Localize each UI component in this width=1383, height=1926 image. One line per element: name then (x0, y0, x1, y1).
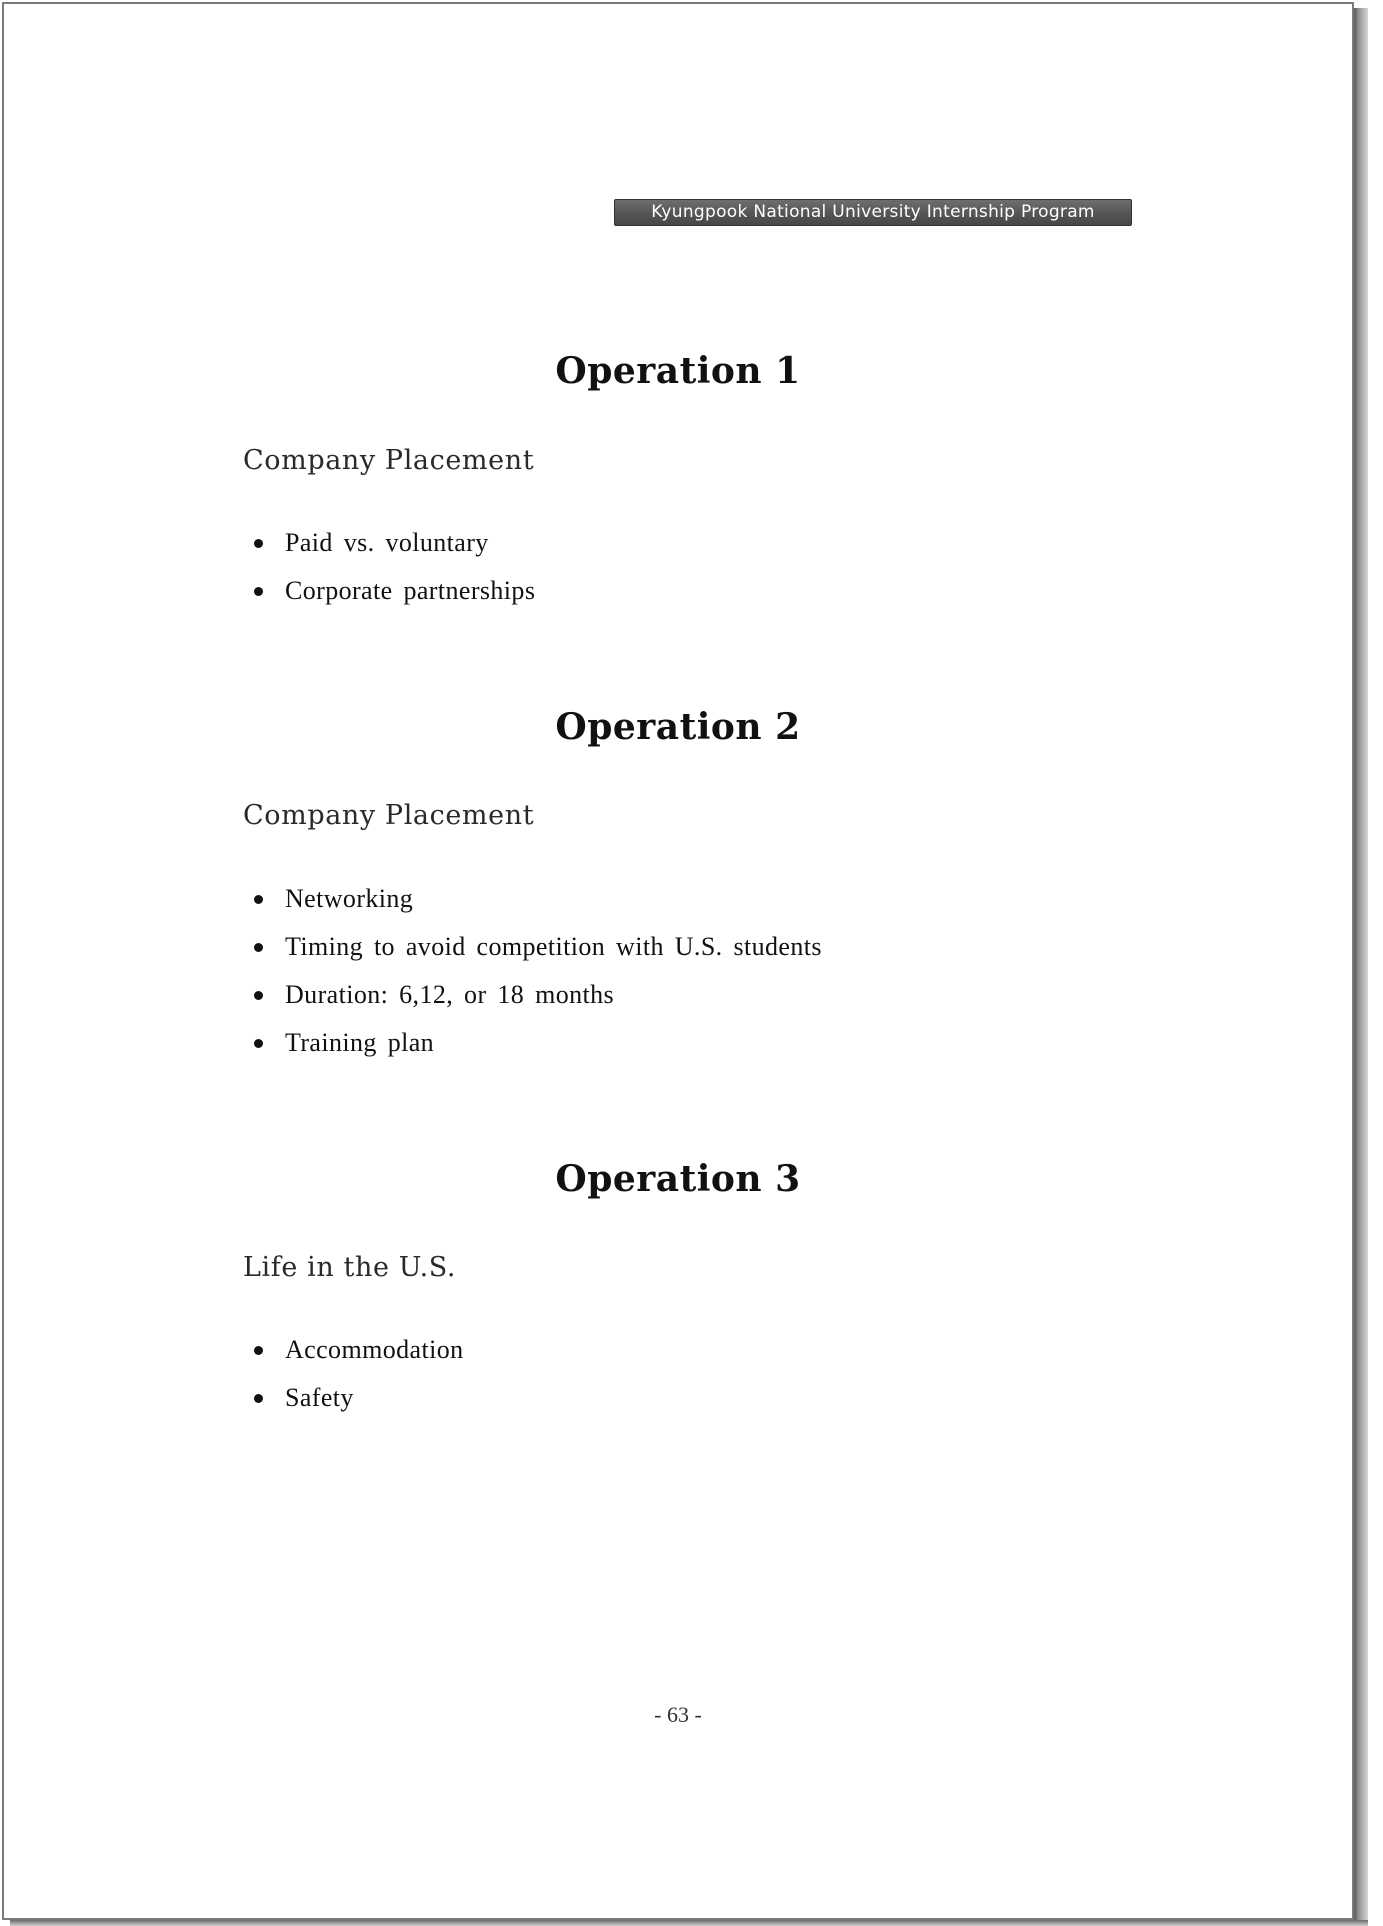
list-item-text: Timing to avoid competition with U.S. students (285, 932, 822, 961)
list-item-text: Duration: 6,12, or 18 months (285, 980, 615, 1009)
bullet-icon (254, 895, 263, 904)
list-item (254, 971, 822, 1019)
bullet-icon (254, 539, 263, 548)
section-title-operation-3: Operation 3 (555, 1158, 801, 1200)
section-title-operation-1: Operation 1 (555, 350, 801, 392)
bullet-list-3 (254, 1326, 464, 1422)
list-item (254, 923, 822, 971)
list-item-text: Corporate partnerships (285, 576, 536, 605)
page-number: - 63 - (654, 1702, 702, 1727)
list-item-text: Safety (285, 1383, 354, 1412)
section-subtitle-3: Life in the U.S. (243, 1252, 457, 1283)
bullet-icon (254, 1039, 263, 1048)
section-subtitle-2: Company Placement (243, 800, 535, 831)
bullet-icon (254, 943, 263, 952)
section-subtitle-1: Company Placement (243, 445, 535, 476)
list-item (254, 875, 822, 923)
header-banner: Kyungpook National University Internship Program (614, 199, 1132, 226)
list-item-text: Paid vs. voluntary (285, 528, 489, 557)
list-item (254, 1019, 822, 1067)
list-item-text: Networking (285, 884, 414, 913)
bullet-icon (254, 1346, 263, 1355)
list-item (254, 1374, 464, 1422)
list-item-text: Accommodation (285, 1335, 464, 1364)
section-title-operation-2: Operation 2 (555, 706, 801, 748)
list-item (254, 519, 535, 567)
bullet-list-1 (254, 519, 535, 615)
list-item (254, 1326, 464, 1374)
bullet-icon (254, 587, 263, 596)
bullet-icon (254, 991, 263, 1000)
page-shadow-bottom (10, 1920, 1368, 1926)
list-item (254, 567, 535, 615)
bullet-list-2 (254, 875, 822, 1067)
list-item-text: Training plan (285, 1028, 435, 1057)
bullet-icon (254, 1394, 263, 1403)
page-shadow-right (1354, 8, 1368, 1924)
